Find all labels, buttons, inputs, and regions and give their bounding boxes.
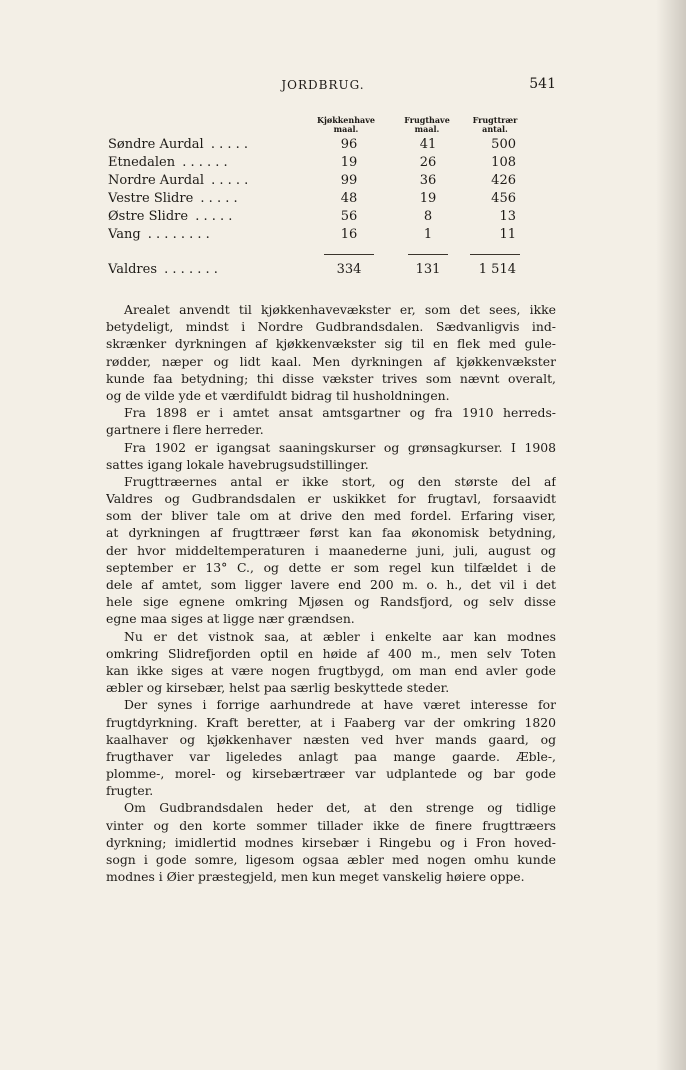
table-row — [108, 172, 528, 190]
sum-rule — [470, 254, 520, 255]
text-line: som der bliver tale om at drive den med fordel. Erfaring viser, — [106, 508, 556, 524]
table-row — [108, 190, 528, 208]
sum-rule — [324, 254, 374, 255]
orchard-value: 41 — [419, 137, 437, 152]
text-line: Valdres og Gudbrandsdalen er uskikket for frugtavl, forsaavidt — [106, 491, 556, 507]
row-name: Vestre Slidre — [108, 191, 196, 206]
trees-value: 456 — [491, 191, 516, 206]
table-total-row — [108, 261, 528, 279]
text-line: Fra 1902 er igangsat saaningskurser og grønsagkurser. I 1908 — [124, 439, 556, 455]
column-header-fruit-trees: Frugttrær antal. — [472, 115, 518, 134]
text-line: Arealet anvendt til kjøkkenhavevækster er, som det sees, ikke — [124, 302, 556, 317]
column-header-orchard: Frugthave maal. — [404, 115, 450, 134]
text-line: Om Gudbrandsdalen heder det, at den strenge og tidlige — [124, 800, 556, 816]
body-text — [106, 301, 556, 885]
table-row — [108, 226, 528, 244]
text-line: frugtdyrkning. Kraft beretter, at i Faaberg var der omkring 1820 — [106, 714, 556, 730]
orchard-value: 19 — [419, 191, 437, 206]
text-line: modnes i Øier præstegjeld, men kun meget vanskelig høiere oppe. — [106, 869, 525, 885]
text-line: og de vilde yde et værdifuldt bidrag til husholdningen. — [106, 387, 450, 403]
text-line: sattes igang lokale havebrugsudstillinger. — [106, 456, 369, 472]
text-line: kan ikke siges at være nogen frugtbygd, om man end avler gode — [106, 662, 556, 678]
leader-dots: . . . . . . . . — [147, 227, 210, 242]
text-line: omkring Slidrefjorden optil en høide af 400 m., men selv Toten — [106, 645, 556, 661]
trees-value: 11 — [499, 227, 516, 242]
text-line: betydeligt, mindst i Nordre Gudbrandsdalen. Sædvanligvis ind- — [106, 319, 556, 335]
text-line: frugter. — [106, 783, 154, 799]
row-name: Søndre Aurdal — [108, 137, 207, 152]
text-line: plomme-, morel- og kirsebærtræer var udplantede og bar gode — [106, 766, 556, 782]
kitchen-value: 48 — [340, 191, 358, 206]
column-header-kitchen-garden: Kjøkkenhave maal. — [317, 115, 375, 134]
total-name: Valdres — [108, 262, 160, 277]
text-line: at dyrkningen af frugttræer først kan faa økonomisk betydning, — [106, 525, 556, 541]
table-row — [108, 136, 528, 154]
trees-value: 108 — [491, 155, 516, 170]
text-line: vinter og den korte sommer tillader ikke de finere frugttræers — [106, 817, 556, 833]
text-line: rødder, næper og lidt kaal. Men dyrkningen af kjøkkenvækster — [106, 353, 556, 369]
text-line: september er 13° C., og dette er som regel kun tilfældet i de — [106, 559, 556, 575]
text-line: sogn i gode somre, ligesom ogsaa æbler med nogen omhu kunde — [106, 852, 556, 867]
row-name: Vang — [108, 227, 144, 242]
text-line: gartnere i flere herreder. — [106, 422, 264, 438]
text-line: hele sige egnene omkring Mjøsen og Randsfjord, og selv disse — [106, 594, 556, 610]
text-line: frugthaver var ligeledes anlagt paa mange gaarde. Æble-, — [106, 748, 556, 764]
leader-dots: . . . . . — [210, 137, 249, 152]
trees-value: 500 — [491, 137, 516, 152]
trees-value: 426 — [491, 173, 516, 188]
running-head — [108, 78, 556, 96]
text-line: Der synes i forrige aarhundrede at have været interesse for — [124, 697, 556, 713]
page-gutter-shadow — [656, 0, 686, 1070]
text-line: der hvor middeltemperaturen i maanederne juni, juli, august og — [106, 542, 556, 558]
kitchen-value: 99 — [340, 173, 358, 188]
text-line: Nu er det vistnok saa, at æbler i enkelte aar kan modnes — [124, 628, 556, 644]
text-line: dyrkning; imidlertid modnes kirsebær i Ringebu og i Fron hoved- — [106, 834, 556, 850]
orchard-value: 26 — [419, 155, 437, 170]
text-line: kaalhaver og kjøkkenhaver næsten ved hver mands gaard, og — [106, 731, 556, 747]
kitchen-value: 96 — [340, 137, 358, 152]
sum-rule — [408, 254, 448, 255]
kitchen-value: 19 — [340, 155, 358, 170]
text-line: æbler og kirsebær, helst paa særlig beskyttede steder. — [106, 680, 450, 696]
leader-dots: . . . . . — [195, 209, 233, 224]
leader-dots: . . . . . . . — [164, 262, 218, 277]
row-name: Nordre Aurdal — [108, 173, 207, 188]
running-title: JORDBRUG. — [281, 78, 365, 92]
table-row — [108, 208, 528, 226]
leader-dots: . . . . . — [200, 191, 238, 206]
orchard-total: 131 — [415, 262, 441, 277]
orchard-value: 1 — [423, 227, 433, 242]
trees-value: 13 — [499, 209, 516, 224]
kitchen-total: 334 — [336, 262, 362, 277]
kitchen-value: 16 — [340, 227, 358, 242]
text-line: egne maa siges at ligge nær grændsen. — [106, 611, 355, 627]
text-line: skrænker dyrkningen af kjøkkenvækster sig til en flek med gule- — [106, 336, 556, 352]
row-name: Etnedalen — [108, 155, 178, 170]
leader-dots: . . . . . — [211, 173, 249, 188]
text-line: Fra 1898 er i amtet ansat amtsgartner og fra 1910 herreds- — [124, 405, 556, 421]
text-line: Frugttræernes antal er ikke stort, og den største del af — [124, 473, 556, 489]
table-row — [108, 154, 528, 172]
page-number: 541 — [529, 76, 556, 92]
text-line: dele af amtet, som ligger lavere end 200 m. o. h., det vil i det — [106, 577, 556, 592]
kitchen-value: 56 — [340, 209, 358, 224]
row-name: Østre Slidre — [108, 209, 191, 224]
orchard-value: 8 — [423, 209, 433, 224]
text-line: kunde faa betydning; thi disse vækster trives som nævnt overalt, — [106, 370, 556, 386]
trees-total: 1 514 — [478, 262, 516, 277]
orchard-value: 36 — [419, 173, 437, 188]
leader-dots: . . . . . . — [182, 155, 228, 170]
